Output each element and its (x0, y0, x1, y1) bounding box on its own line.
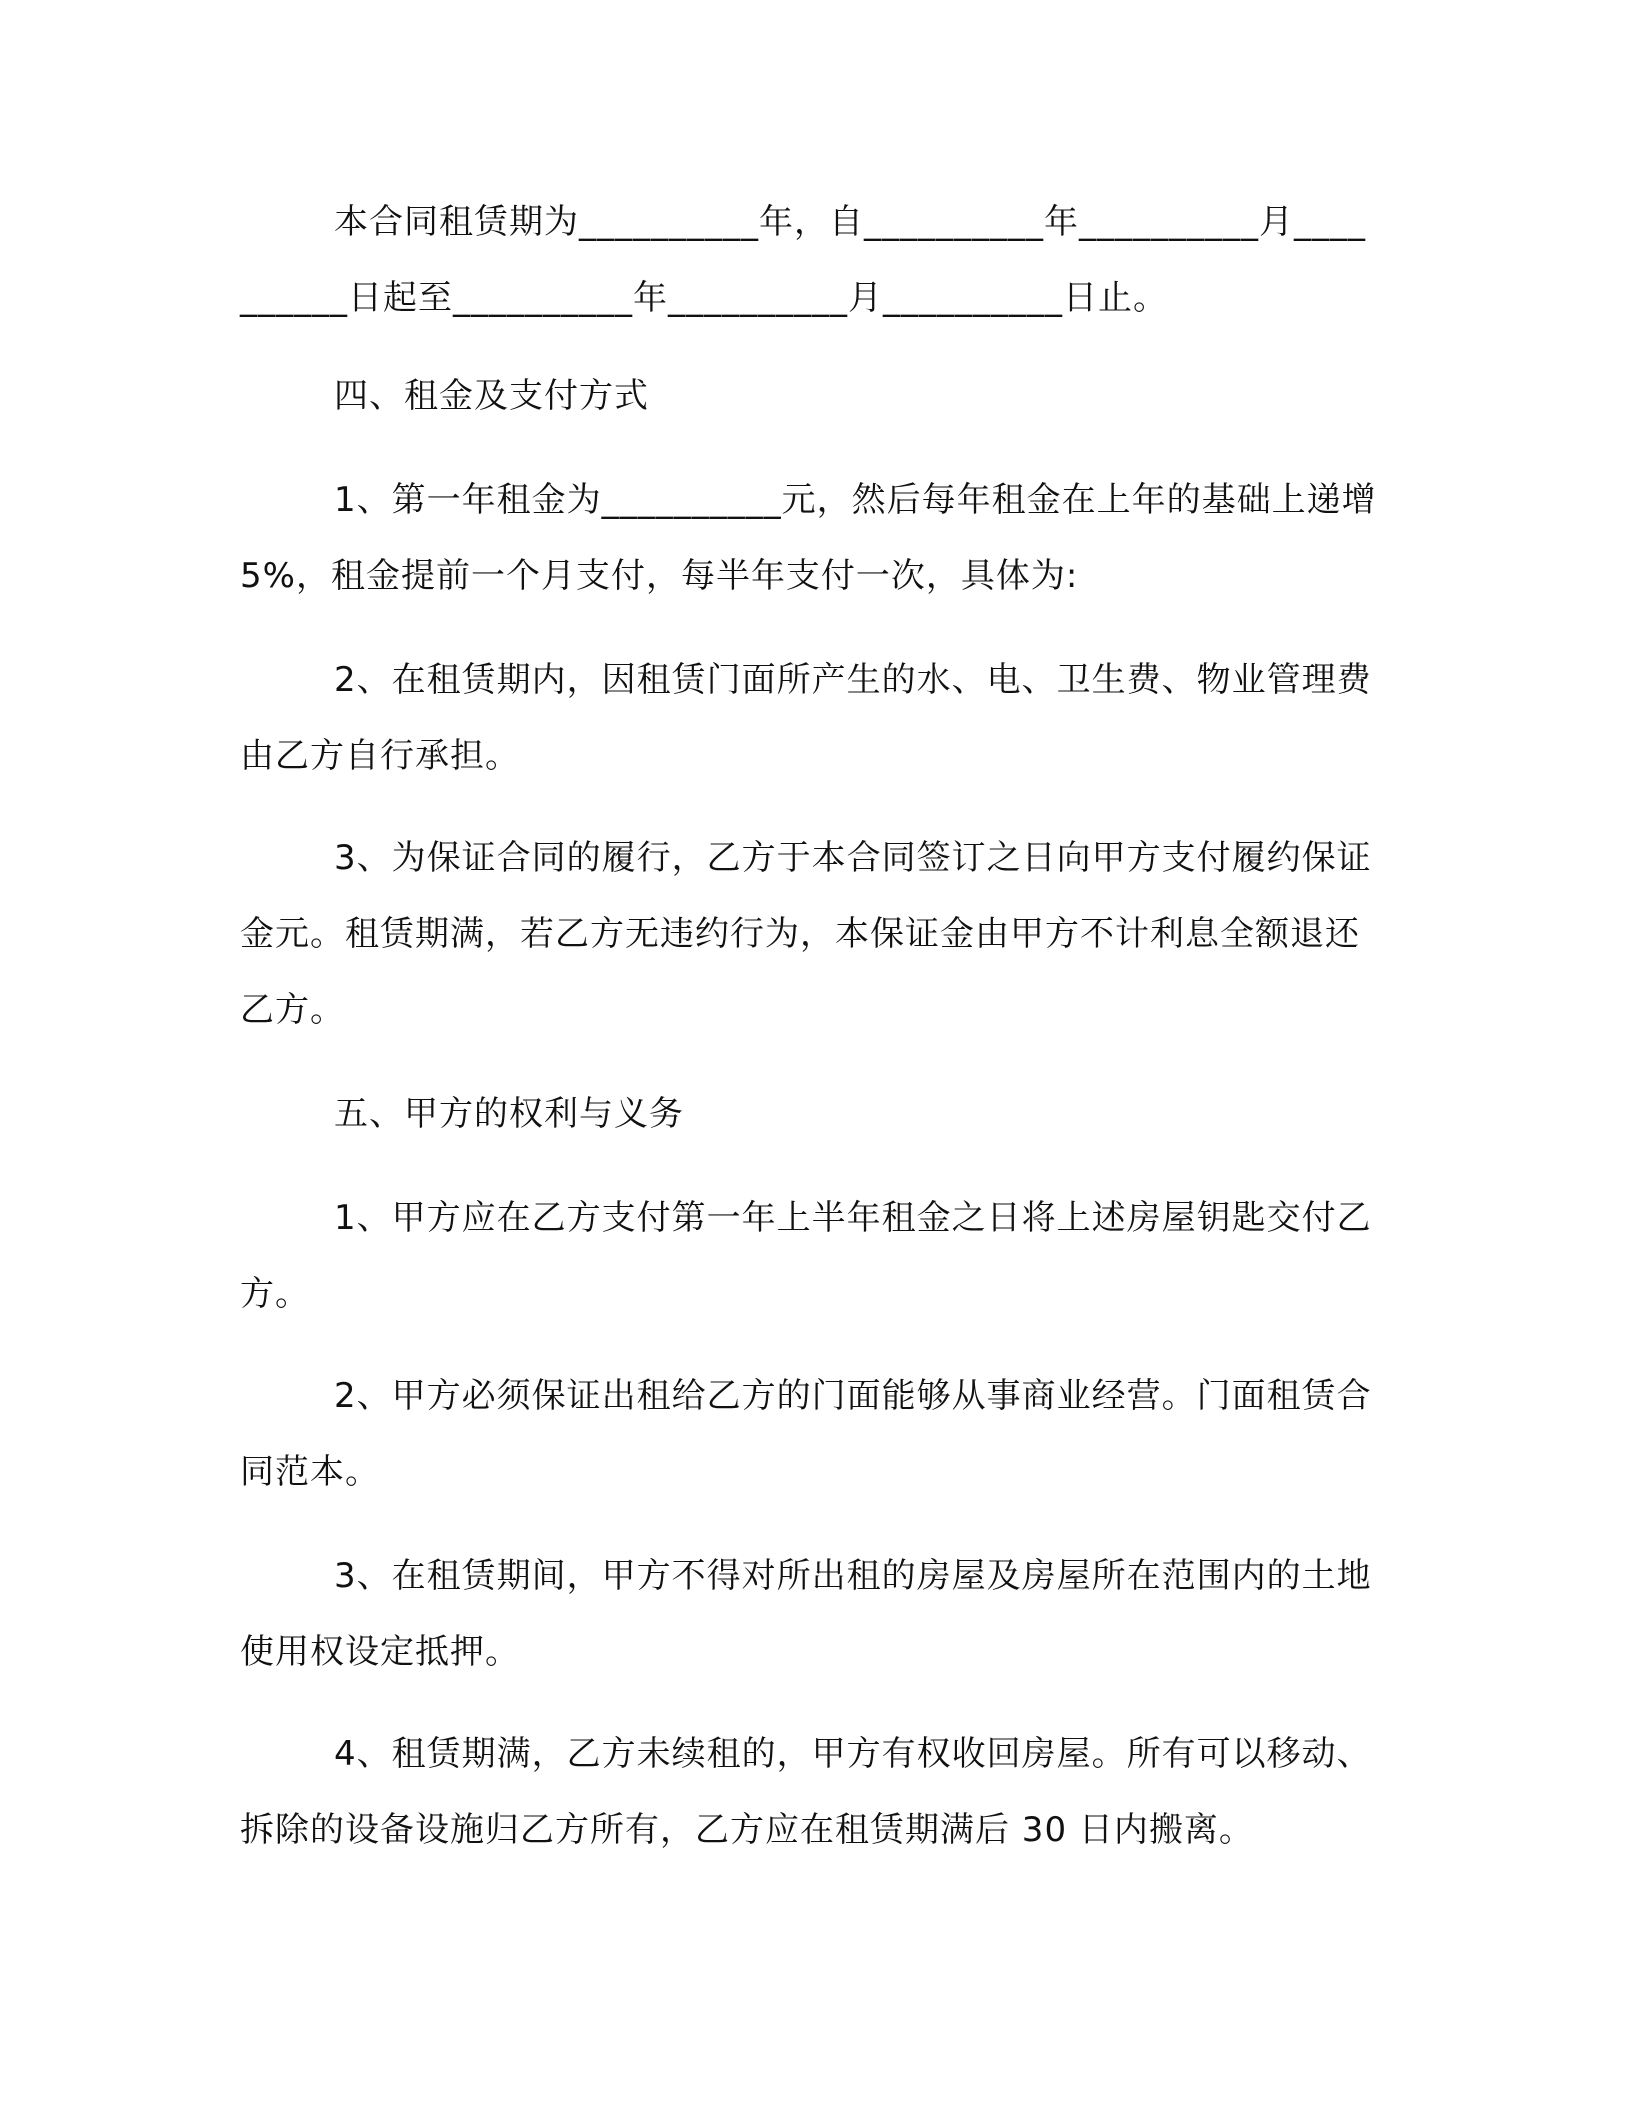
lessor-clause-3: 3、在租赁期间，甲方不得对所出租的房屋及房屋所在范围内的土地使用权设定抵押。 (240, 1556, 1372, 1672)
lessor-clause-1: 1、甲方应在乙方支付第一年上半年租金之日将上述房屋钥匙交付乙方。 (240, 1198, 1372, 1314)
lease-term-paragraph: 本合同租赁期为__________年，自__________年__________月__________日起至__________年__________月__________日止。 (240, 202, 1366, 318)
section-heading-lessor-rights: 五、甲方的权利与义务 (334, 1094, 684, 1134)
lessor-clause-2: 2、甲方必须保证出租给乙方的门面能够从事商业经营。门面租赁合同范本。 (240, 1376, 1372, 1492)
lessor-clause-4: 4、租赁期满，乙方未续租的，甲方有权收回房屋。所有可以移动、拆除的设备设施归乙方所有，乙方应在租赁期满后 30 日内搬离。 (240, 1734, 1372, 1850)
rent-clause-3: 3、为保证合同的履行，乙方于本合同签订之日向甲方支付履约保证金元。租赁期满，若乙方无违约行为，本保证金由甲方不计利息全额退还乙方。 (240, 838, 1372, 1030)
rent-clause-2: 2、在租赁期内，因租赁门面所产生的水、电、卫生费、物业管理费由乙方自行承担。 (240, 660, 1372, 776)
section-heading-rent-payment: 四、租金及支付方式 (334, 376, 649, 416)
rent-clause-1: 1、第一年租金为__________元，然后每年租金在上年的基础上递增 5%，租金提前一个月支付，每半年支付一次，具体为: (240, 480, 1377, 596)
